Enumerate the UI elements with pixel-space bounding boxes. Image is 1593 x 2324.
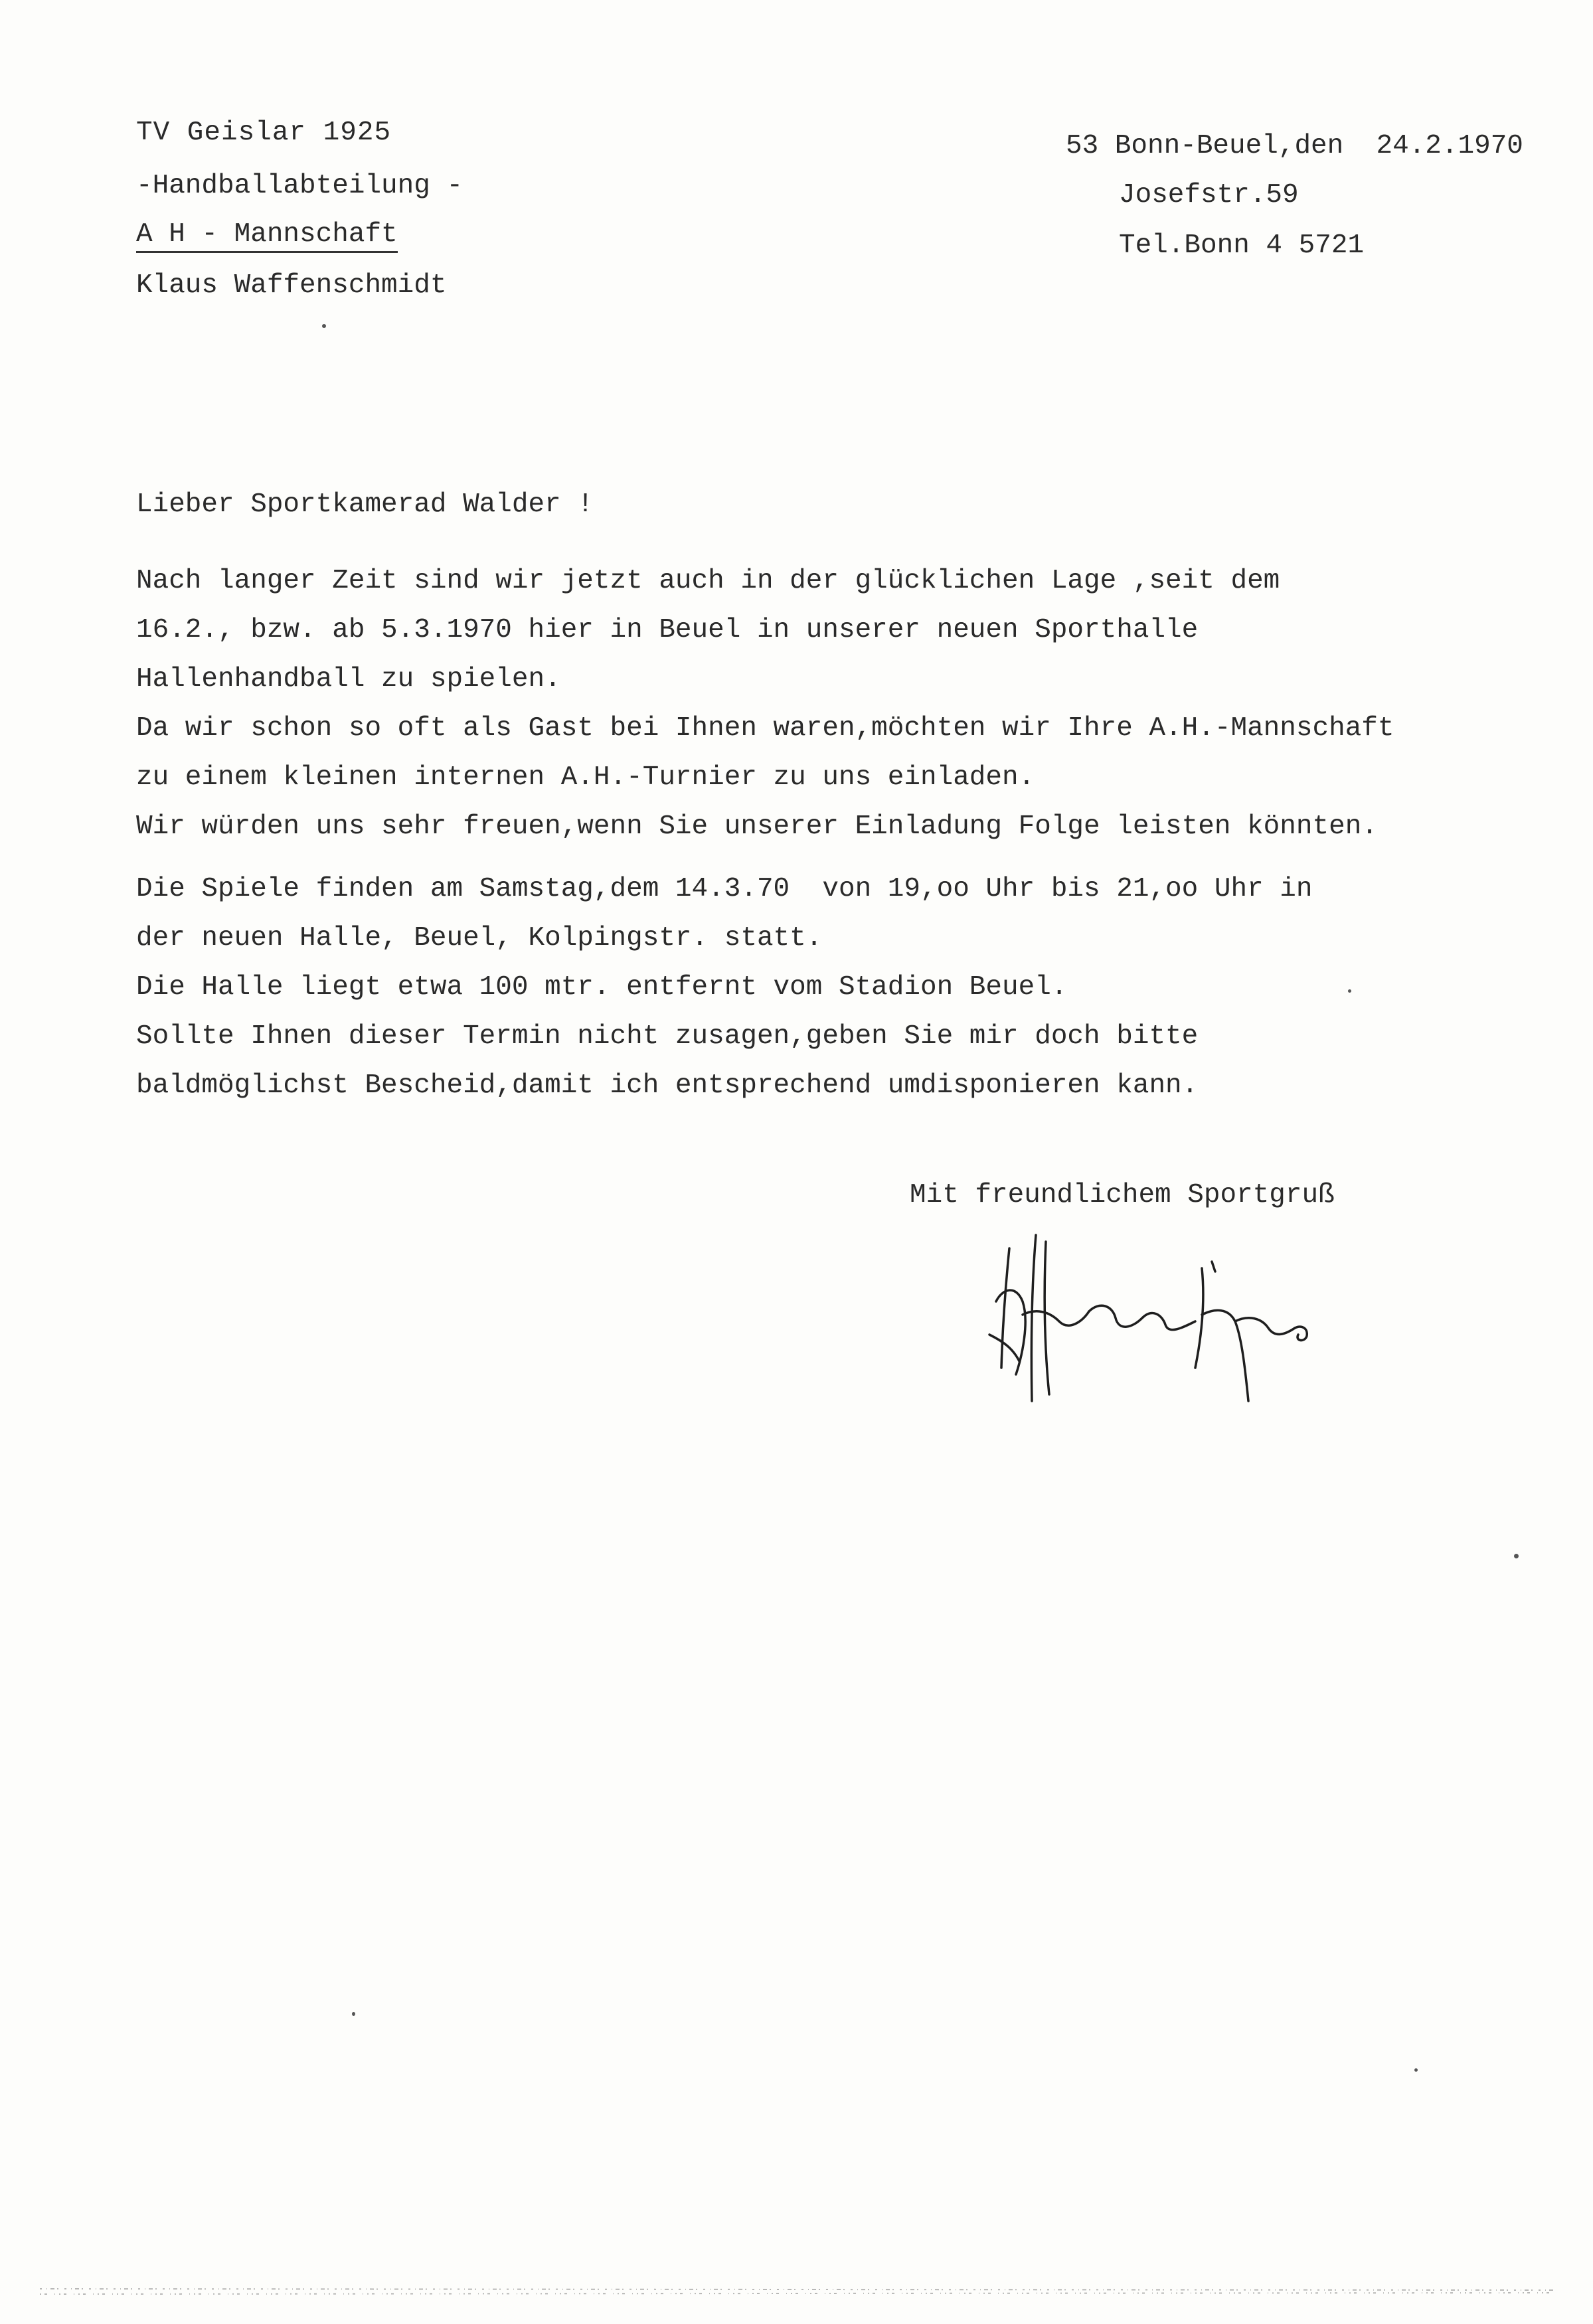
sender-team: A H - Mannschaft <box>136 221 398 253</box>
body-line: Sollte Ihnen dieser Termin nicht zusagen,geben Sie mir doch bitte <box>136 1021 1199 1052</box>
sender-department: -Handballabteilung - <box>136 171 463 201</box>
ink-speck <box>322 324 326 328</box>
sender-organization: TV Geislar 1925 <box>136 118 392 148</box>
sender-name: Klaus Waffenschmidt <box>136 270 447 301</box>
phone-number: Tel.Bonn 4 5721 <box>1119 230 1365 261</box>
scan-noise-strip <box>40 2281 1554 2301</box>
paragraph-1 <box>136 556 1564 851</box>
street-address: Josefstr.59 <box>1119 180 1299 210</box>
body-line: Die Halle liegt etwa 100 mtr. entfernt vom Stadion Beuel. <box>136 972 1068 1003</box>
place-and-date: 53 Bonn-Beuel,den 24.2.1970 <box>1066 131 1523 161</box>
body-line: Da wir schon so oft als Gast bei Ihnen waren,möchten wir Ihre A.H.-Mannschaft <box>136 713 1394 744</box>
body-line: Wir würden uns sehr freuen,wenn Sie unserer Einladung Folge leisten könnten. <box>136 811 1378 842</box>
body-line: Hallenhandball zu spielen. <box>136 664 561 695</box>
body-line: Die Spiele finden am Samstag,dem 14.3.70 von 19,oo Uhr bis 21,oo Uhr in <box>136 874 1313 904</box>
paragraph-2 <box>136 865 1564 1110</box>
salutation: Lieber Sportkamerad Walder ! <box>136 489 594 520</box>
handwritten-signature <box>983 1222 1355 1421</box>
body-line: zu einem kleinen internen A.H.-Turnier zu uns einladen. <box>136 762 1035 793</box>
ink-speck <box>1414 2068 1418 2072</box>
body-line: Nach langer Zeit sind wir jetzt auch in der glücklichen Lage ,seit dem <box>136 566 1280 596</box>
closing-phrase: Mit freundlichem Sportgruß <box>910 1180 1335 1210</box>
ink-speck <box>352 2012 355 2016</box>
ink-speck <box>1514 1554 1519 1558</box>
body-line: der neuen Halle, Beuel, Kolpingstr. statt. <box>136 923 823 954</box>
ink-speck <box>1348 989 1351 993</box>
body-line: 16.2., bzw. ab 5.3.1970 hier in Beuel in unserer neuen Sporthalle <box>136 615 1199 645</box>
letter-body <box>136 556 1564 1110</box>
body-line: baldmöglichst Bescheid,damit ich entsprechend umdisponieren kann. <box>136 1070 1199 1101</box>
